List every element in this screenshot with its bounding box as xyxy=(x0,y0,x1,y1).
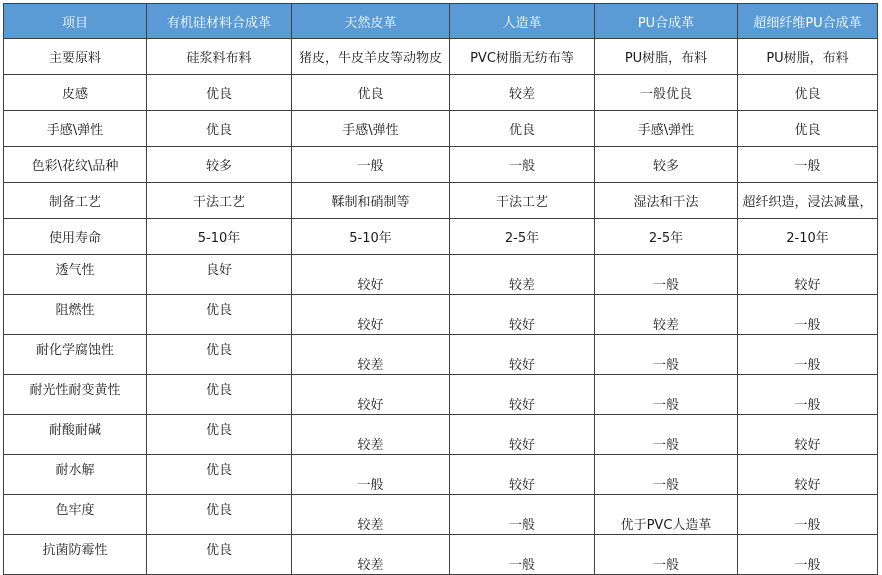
table-cell: 一般 xyxy=(738,147,878,183)
table-cell: 5-10年 xyxy=(147,219,292,255)
table-cell: 较差 xyxy=(292,535,450,575)
table-row xyxy=(4,255,878,295)
table-cell: 2-5年 xyxy=(450,219,595,255)
table-cell: 一般 xyxy=(738,535,878,575)
table-cell: 较好 xyxy=(450,455,595,495)
table-cell: 优良 xyxy=(450,111,595,147)
table-cell: PVC树脂无纺布等 xyxy=(450,39,595,75)
table-cell: 硅浆料布料 xyxy=(147,39,292,75)
table-row xyxy=(4,375,878,415)
table-cell: 一般 xyxy=(738,375,878,415)
row-label: 阻燃性 xyxy=(4,295,147,335)
row-label: 耐水解 xyxy=(4,455,147,495)
table-row xyxy=(4,415,878,455)
table-cell: 较多 xyxy=(147,147,292,183)
table-cell: 手感\弹性 xyxy=(292,111,450,147)
table-cell: 2-10年 xyxy=(738,219,878,255)
table-row xyxy=(4,295,878,335)
table-cell: 较差 xyxy=(595,295,738,335)
table-cell: 手感\弹性 xyxy=(595,111,738,147)
row-label: 透气性 xyxy=(4,255,147,295)
table-cell: 较差 xyxy=(450,255,595,295)
table-cell: 一般 xyxy=(292,147,450,183)
header-cell-microfiber-pu-leather: 超细纤维PU合成革 xyxy=(738,4,878,39)
table-cell: 一般 xyxy=(450,495,595,535)
table-cell: 较差 xyxy=(292,335,450,375)
comparison-table xyxy=(3,3,878,575)
header-cell-artificial-leather: 人造革 xyxy=(450,4,595,39)
table-cell: 较好 xyxy=(450,335,595,375)
table-cell: 一般优良 xyxy=(595,75,738,111)
table-cell: 优良 xyxy=(292,75,450,111)
table-cell: 一般 xyxy=(738,335,878,375)
table-cell: 较好 xyxy=(738,255,878,295)
table-cell: 较差 xyxy=(450,75,595,111)
table-header xyxy=(4,4,878,39)
table-row xyxy=(4,147,878,183)
table-cell: PU树脂，布料 xyxy=(595,39,738,75)
table-cell: 超纤织造，浸法减量， xyxy=(738,183,878,219)
table-cell: 干法工艺 xyxy=(147,183,292,219)
table-cell: 一般 xyxy=(738,495,878,535)
row-label: 色彩\花纹\品种 xyxy=(4,147,147,183)
table-cell: 优良 xyxy=(147,495,292,535)
table-cell: 一般 xyxy=(292,455,450,495)
table-cell: 良好 xyxy=(147,255,292,295)
row-label: 皮感 xyxy=(4,75,147,111)
row-label: 使用寿命 xyxy=(4,219,147,255)
table-cell: 2-5年 xyxy=(595,219,738,255)
table-row xyxy=(4,111,878,147)
table-cell: 一般 xyxy=(595,335,738,375)
table-cell: 鞣制和硝制等 xyxy=(292,183,450,219)
table-row xyxy=(4,495,878,535)
table-cell: 较好 xyxy=(292,295,450,335)
row-label: 抗菌防霉性 xyxy=(4,535,147,575)
table-cell: PU树脂，布料 xyxy=(738,39,878,75)
table-cell: 优良 xyxy=(738,111,878,147)
table-cell: 一般 xyxy=(595,255,738,295)
header-cell-silicone-leather: 有机硅材料合成革 xyxy=(147,4,292,39)
table-cell: 较好 xyxy=(450,415,595,455)
table-cell: 优良 xyxy=(147,295,292,335)
table-cell: 优良 xyxy=(147,375,292,415)
row-label: 耐光性耐变黄性 xyxy=(4,375,147,415)
row-label: 耐酸耐碱 xyxy=(4,415,147,455)
table-cell: 一般 xyxy=(450,147,595,183)
table-cell: 一般 xyxy=(595,375,738,415)
table-cell: 优于PVC人造革 xyxy=(595,495,738,535)
row-label: 色牢度 xyxy=(4,495,147,535)
table-cell: 较多 xyxy=(595,147,738,183)
table-cell: 优良 xyxy=(147,455,292,495)
table-cell: 较差 xyxy=(292,415,450,455)
table-cell: 一般 xyxy=(738,295,878,335)
header-cell-pu-leather: PU合成革 xyxy=(595,4,738,39)
table-cell: 较差 xyxy=(292,495,450,535)
table-cell: 一般 xyxy=(450,535,595,575)
table-row xyxy=(4,219,878,255)
row-label: 耐化学腐蚀性 xyxy=(4,335,147,375)
table-cell: 较好 xyxy=(738,455,878,495)
table-cell: 湿法和干法 xyxy=(595,183,738,219)
table-row xyxy=(4,335,878,375)
table-cell: 优良 xyxy=(147,335,292,375)
table-cell: 优良 xyxy=(147,535,292,575)
header-row xyxy=(4,4,878,39)
table-cell: 较好 xyxy=(450,375,595,415)
table-cell: 猪皮，牛皮羊皮等动物皮 xyxy=(292,39,450,75)
table-row xyxy=(4,455,878,495)
header-cell-natural-leather: 天然皮革 xyxy=(292,4,450,39)
table-cell: 较好 xyxy=(292,375,450,415)
table-cell: 一般 xyxy=(595,415,738,455)
table-cell: 优良 xyxy=(147,75,292,111)
table-row xyxy=(4,535,878,575)
table-cell: 5-10年 xyxy=(292,219,450,255)
header-cell-item: 项目 xyxy=(4,4,147,39)
row-label: 主要原料 xyxy=(4,39,147,75)
table-cell: 一般 xyxy=(595,535,738,575)
table-row xyxy=(4,183,878,219)
table-cell: 优良 xyxy=(147,415,292,455)
row-label: 制备工艺 xyxy=(4,183,147,219)
table-cell: 优良 xyxy=(738,75,878,111)
table-cell: 较好 xyxy=(450,295,595,335)
table-cell: 较好 xyxy=(292,255,450,295)
table-cell: 干法工艺 xyxy=(450,183,595,219)
table-row xyxy=(4,75,878,111)
row-label: 手感\弹性 xyxy=(4,111,147,147)
table-cell: 较好 xyxy=(738,415,878,455)
table-row xyxy=(4,39,878,75)
table-cell: 优良 xyxy=(147,111,292,147)
table-body xyxy=(4,39,878,575)
table-cell: 一般 xyxy=(595,455,738,495)
